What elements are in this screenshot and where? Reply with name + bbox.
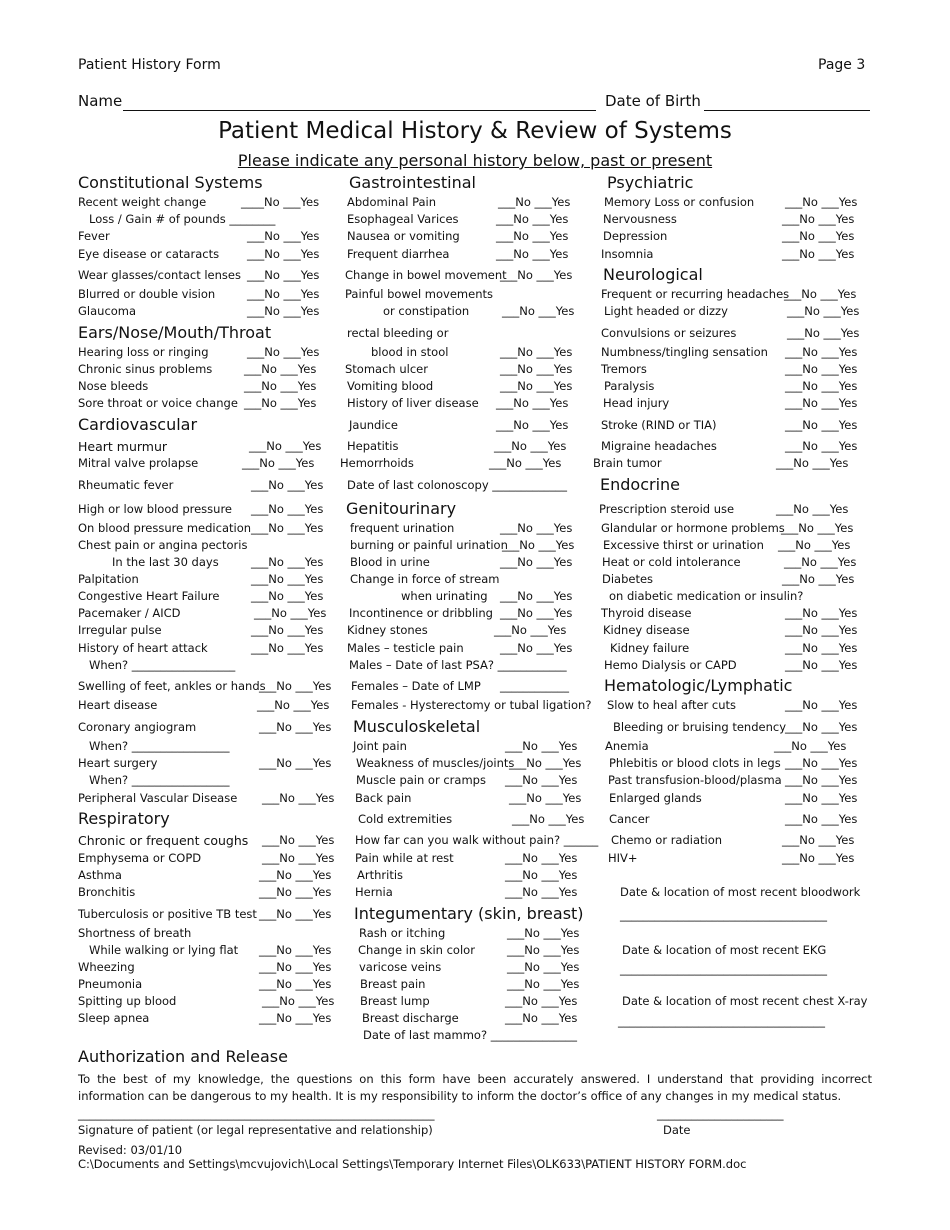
col3-item-label: Hemo Dialysis or CAPD bbox=[604, 658, 737, 672]
col2-item-label: when urinating bbox=[401, 589, 488, 603]
col1-item-label: Tuberculosis or positive TB test bbox=[78, 907, 257, 921]
col3-item-label: Prescription steroid use bbox=[599, 502, 735, 516]
col2-item-label: rectal bleeding or bbox=[347, 326, 449, 340]
col1-item-label: Sleep apnea bbox=[78, 1011, 150, 1025]
col1-item-label: Emphysema or COPD bbox=[78, 851, 202, 865]
col2-item-label: Blood in urine bbox=[350, 555, 430, 569]
col2-item-label: Kidney stones bbox=[347, 623, 428, 637]
col2-item-yes-no[interactable]: ___No ___Yes bbox=[502, 304, 575, 318]
col2-item-label: Incontinence or dribbling bbox=[349, 606, 493, 620]
col3-item-yes-no[interactable]: ___No ___Yes bbox=[778, 538, 851, 552]
col3-item-label: Excessive thirst or urination bbox=[603, 538, 764, 552]
signature-field[interactable]: ______________________________________________________________ bbox=[78, 1107, 435, 1121]
col1-item-yes-no[interactable]: ___No ___Yes bbox=[247, 247, 320, 261]
col1-item-label: Chronic or frequent coughs bbox=[78, 833, 249, 848]
col2-item-label: Vomiting blood bbox=[347, 379, 434, 393]
col1-item-yes-no[interactable]: ___No ___Yes bbox=[259, 868, 332, 882]
col2-item-yes-no[interactable]: ___No ___Yes bbox=[505, 868, 578, 882]
col2-item-yes-no[interactable]: ___No ___Yes bbox=[496, 212, 569, 226]
col2-item-label: Pain while at rest bbox=[355, 851, 454, 865]
col1-item-label: Fever bbox=[78, 229, 110, 243]
col3-item-yes-no[interactable]: ___No ___Yes bbox=[785, 362, 858, 376]
col1-item-label: Coronary angiogram bbox=[78, 720, 197, 734]
col1-item-yes-no[interactable]: ___No ___Yes bbox=[251, 478, 324, 492]
col1-item-label: Shortness of breath bbox=[78, 926, 192, 940]
col2-item-label: Weakness of muscles/joints bbox=[356, 756, 515, 770]
col3-item-yes-no[interactable]: ___No ___Yes bbox=[782, 212, 855, 226]
col1-item-yes-no[interactable]: ____No ___Yes bbox=[241, 195, 320, 209]
col2-item-label: Hepatitis bbox=[347, 439, 399, 453]
col3-item-yes-no[interactable]: ___No ___Yes bbox=[782, 229, 855, 243]
section-authorization: Authorization and Release bbox=[78, 1047, 288, 1066]
col1-item-yes-no[interactable]: ___No ___Yes bbox=[259, 679, 332, 693]
col1-item-label: Rheumatic fever bbox=[78, 478, 174, 492]
col3-item-yes-no[interactable]: ___No ___Yes bbox=[785, 658, 858, 672]
col3-item-label: Nervousness bbox=[603, 212, 677, 226]
col1-item-label: Wear glasses/contact lenses bbox=[78, 268, 241, 282]
col1-item-yes-no[interactable]: ___No ___Yes bbox=[247, 287, 320, 301]
col2-item-yes-no[interactable]: ___No ___Yes bbox=[507, 977, 580, 991]
col1-item-label: Heart murmur bbox=[78, 439, 168, 454]
col3-item-yes-no[interactable]: ___No ___Yes bbox=[785, 195, 858, 209]
col3-item-label: Heat or cold intolerance bbox=[602, 555, 741, 569]
col2-item-label: Jaundice bbox=[349, 418, 398, 432]
col1-item-label: Chronic sinus problems bbox=[78, 362, 213, 376]
col1-item-yes-no[interactable]: ___No ___Yes bbox=[259, 977, 332, 991]
col1-item-yes-no[interactable]: ___No ___Yes bbox=[259, 756, 332, 770]
col3-item-yes-no[interactable]: ___No ___Yes bbox=[784, 287, 857, 301]
col1-item-label: Wheezing bbox=[78, 960, 135, 974]
col3-item-yes-no[interactable]: ___No ___Yes bbox=[782, 833, 855, 847]
col1-item-yes-no[interactable]: ___No ___Yes bbox=[247, 345, 320, 359]
col3-item-yes-no[interactable]: ___No ___Yes bbox=[782, 247, 855, 261]
col3-item-label: Paralysis bbox=[604, 379, 655, 393]
col1-item-label: Loss / Gain # of pounds ________ bbox=[89, 212, 276, 226]
col1-item-yes-no[interactable]: ___No ___Yes bbox=[247, 229, 320, 243]
col1-item-label: When? _________________ bbox=[89, 773, 230, 787]
col2-item-label: Cold extremities bbox=[358, 812, 453, 826]
col1-item-yes-no[interactable]: ___No ___Yes bbox=[247, 304, 320, 318]
col1-item-yes-no[interactable]: ___No ___Yes bbox=[254, 606, 327, 620]
col3-item-yes-no[interactable]: ___No ___Yes bbox=[787, 326, 860, 340]
col3-item-yes-no[interactable]: ___No ___Yes bbox=[785, 418, 858, 432]
col1-item-yes-no[interactable]: ___No ___Yes bbox=[251, 521, 324, 535]
page-subtitle: Please indicate any personal history below, past or present bbox=[237, 151, 713, 170]
col3-item-yes-no[interactable]: ___No ___Yes bbox=[784, 555, 857, 569]
date-field[interactable]: ______________________ bbox=[657, 1107, 784, 1121]
col2-item-yes-no[interactable]: ___No ___Yes bbox=[496, 396, 569, 410]
col3-item-label: Slow to heal after cuts bbox=[607, 698, 737, 712]
col1-item-label: Congestive Heart Failure bbox=[78, 589, 220, 603]
col2-item-yes-no[interactable]: ___No ___Yes bbox=[500, 641, 573, 655]
col1-item-label: Pneumonia bbox=[78, 977, 143, 991]
col2-item-yes-no[interactable]: ___No ___Yes bbox=[500, 362, 573, 376]
col2-item-yes-no[interactable]: ___No ___Yes bbox=[498, 195, 571, 209]
col2-item-yes-no[interactable]: ___No ___Yes bbox=[496, 247, 569, 261]
col1-item-yes-no[interactable]: ___No ___Yes bbox=[259, 885, 332, 899]
col3-item-yes-no[interactable]: ___No ___Yes bbox=[785, 345, 858, 359]
col3-item-yes-no[interactable]: ___No ___Yes bbox=[785, 698, 858, 712]
col3-item-label: Numbness/tingling sensation bbox=[601, 345, 768, 359]
col2-item-label: Stomach ulcer bbox=[345, 362, 428, 376]
col3-item-label: Enlarged glands bbox=[609, 791, 702, 805]
col1-item-label: In the last 30 days bbox=[112, 555, 219, 569]
col3-item-yes-no[interactable]: ___No ___Yes bbox=[785, 773, 858, 787]
col3-item-yes-no[interactable]: ___No ___Yes bbox=[785, 396, 858, 410]
col2-item-label: or constipation bbox=[383, 304, 470, 318]
col2-item-yes-no[interactable]: ___No ___Yes bbox=[502, 538, 575, 552]
col3-item-label: Brain tumor bbox=[593, 456, 662, 470]
col2-item-label: Change in force of stream bbox=[350, 572, 500, 586]
col2-item-label: Arthritis bbox=[357, 868, 404, 882]
col1-item-label: Heart surgery bbox=[78, 756, 158, 770]
col2-item-label: Joint pain bbox=[353, 739, 407, 753]
col2-item-label: Esophageal Varices bbox=[347, 212, 459, 226]
col2-item-yes-no[interactable]: ___No ___Yes bbox=[500, 345, 573, 359]
col3-item-label: Memory Loss or confusion bbox=[604, 195, 755, 209]
col1-item-yes-no[interactable]: ___No ___Yes bbox=[259, 720, 332, 734]
section-ears-nose-mouth-throat: Ears/Nose/Mouth/Throat bbox=[78, 323, 272, 342]
col2-item-label: Muscle pain or cramps bbox=[356, 773, 486, 787]
col1-item-label: Irregular pulse bbox=[78, 623, 162, 637]
col3-item-yes-no[interactable]: ___No ___Yes bbox=[785, 756, 858, 770]
col2-item-label: Date of last mammo? _______________ bbox=[363, 1028, 577, 1042]
col1-item-yes-no[interactable]: ___No ___Yes bbox=[251, 502, 324, 516]
col2-item-label: blood in stool bbox=[371, 345, 449, 359]
col1-item-label: Recent weight change bbox=[78, 195, 207, 209]
col2-item-yes-no[interactable]: ___No ___Yes bbox=[505, 739, 578, 753]
col3-item-label: Migraine headaches bbox=[601, 439, 717, 453]
col1-item-yes-no[interactable]: ___No ___Yes bbox=[242, 456, 315, 470]
col1-item-label: High or low blood pressure bbox=[78, 502, 232, 516]
col3-item-yes-no[interactable]: ___No ___Yes bbox=[785, 623, 858, 637]
col3-item-label: Diabetes bbox=[602, 572, 654, 586]
col1-item-label: Pacemaker / AICD bbox=[78, 606, 181, 620]
col3-item-label: Chemo or radiation bbox=[611, 833, 723, 847]
col2-item-yes-no[interactable]: ___No ___Yes bbox=[500, 555, 573, 569]
col2-item-label: Hemorrhoids bbox=[340, 456, 414, 470]
signature-label: Signature of patient (or legal representative and relationship) bbox=[78, 1123, 433, 1137]
col2-item-yes-no[interactable]: ___No ___Yes bbox=[512, 812, 585, 826]
col2-item-label: Abdominal Pain bbox=[347, 195, 437, 209]
col2-item-label: frequent urination bbox=[350, 521, 455, 535]
col1-item-label: When? __________________ bbox=[89, 658, 236, 672]
col1-item-yes-no[interactable]: ___No ___Yes bbox=[244, 396, 317, 410]
col1-item-label: Mitral valve prolapse bbox=[78, 456, 199, 470]
col2-item-label: Females - Hysterectomy or tubal ligation? bbox=[351, 698, 592, 712]
col2-item-yes-no[interactable]: ___No ___Yes bbox=[494, 439, 567, 453]
section-musculoskeletal: Musculoskeletal bbox=[353, 717, 481, 736]
col2-item-yes-no[interactable]: ___No ___Yes bbox=[500, 268, 573, 282]
col2-item-yes-no[interactable]: ___No ___Yes bbox=[509, 791, 582, 805]
col1-item-yes-no[interactable]: ___No ___Yes bbox=[251, 572, 324, 586]
col3-item-yes-no[interactable]: ___No ___Yes bbox=[785, 439, 858, 453]
section-cardiovascular: Cardiovascular bbox=[78, 415, 198, 434]
section-hematologic-lymphatic: Hematologic/Lymphatic bbox=[604, 676, 793, 695]
col3-item-label: Insomnia bbox=[601, 247, 654, 261]
col1-item-label: Glaucoma bbox=[78, 304, 137, 318]
page-number: Page 3 bbox=[818, 57, 866, 73]
col1-item-label: Asthma bbox=[78, 868, 122, 882]
authorization-text: To the best of my knowledge, the questions on this form have been accurately answered. I understand that providing incorrect information can be dangerous to my health. It is my responsibility to inform the doctor’s office of any changes in my medical status. bbox=[78, 1072, 872, 1103]
col3-item-label: Cancer bbox=[609, 812, 650, 826]
col2-item-label: Rash or itching bbox=[359, 926, 446, 940]
col2-item-yes-no[interactable]: ___No ___Yes bbox=[496, 418, 569, 432]
col1-item-label: Sore throat or voice change bbox=[78, 396, 238, 410]
col3-item-yes-no[interactable]: ___No ___Yes bbox=[776, 456, 849, 470]
col2-item-label: Hernia bbox=[355, 885, 393, 899]
col1-item-yes-no[interactable]: ___No ___Yes bbox=[259, 943, 332, 957]
col1-item-yes-no[interactable]: ___No ___Yes bbox=[244, 362, 317, 376]
col2-item-yes-no[interactable]: ___No ___Yes bbox=[489, 456, 562, 470]
col2-item-label: History of liver disease bbox=[347, 396, 479, 410]
col3-item-label: Date & location of most recent bloodwork bbox=[620, 885, 861, 899]
col1-item-yes-no[interactable]: ___No ___Yes bbox=[262, 791, 335, 805]
col1-item-label: History of heart attack bbox=[78, 641, 208, 655]
col3-item-yes-no[interactable]: ___No ___Yes bbox=[787, 304, 860, 318]
col2-item-yes-no[interactable]: ___No ___Yes bbox=[505, 885, 578, 899]
page-title: Patient Medical History & Review of Systems bbox=[218, 118, 732, 144]
col2-item-yes-no[interactable]: ___No ___Yes bbox=[505, 994, 578, 1008]
col3-item-label: Date & location of most recent EKG bbox=[622, 943, 827, 957]
col3-item-yes-no[interactable]: ___No ___Yes bbox=[785, 641, 858, 655]
col3-item-yes-no[interactable]: ___No ___Yes bbox=[785, 379, 858, 393]
col1-item-yes-no[interactable]: ___No ___Yes bbox=[249, 439, 322, 453]
col3-item-yes-no[interactable]: ___No ___Yes bbox=[782, 572, 855, 586]
col1-item-yes-no[interactable]: ___No ___Yes bbox=[251, 589, 324, 603]
col2-item-label: Males – testicle pain bbox=[347, 641, 464, 655]
col1-item-yes-no[interactable]: ___No ___Yes bbox=[262, 994, 335, 1008]
col2-item-label: Nausea or vomiting bbox=[347, 229, 460, 243]
section-constitutional: Constitutional Systems bbox=[78, 173, 263, 192]
col2-item-label: Change in bowel movement bbox=[345, 268, 507, 282]
col1-item-label: Chest pain or angina pectoris bbox=[78, 538, 248, 552]
col2-item-label: Change in skin color bbox=[358, 943, 475, 957]
col3-item-yes-no[interactable]: ___No ___Yes bbox=[785, 720, 858, 734]
col3-item-label: Glandular or hormone problems bbox=[601, 521, 785, 535]
col3-item-label: HIV+ bbox=[608, 851, 638, 865]
col3-item-label: Past transfusion-blood/plasma bbox=[608, 773, 782, 787]
col2-item-label: Back pain bbox=[355, 791, 412, 805]
revised-date: Revised: 03/01/10 bbox=[78, 1143, 183, 1157]
col1-item-yes-no[interactable]: ___No ___Yes bbox=[251, 641, 324, 655]
col2-item-yes-no[interactable]: ___No ___Yes bbox=[505, 773, 578, 787]
section-neurological: Neurological bbox=[603, 265, 703, 284]
col1-item-label: Hearing loss or ringing bbox=[78, 345, 209, 359]
section-genitourinary: Genitourinary bbox=[346, 499, 457, 518]
col2-item-yes-no[interactable]: ___No ___Yes bbox=[505, 1011, 578, 1025]
col2-item-label: Painful bowel movements bbox=[345, 287, 493, 301]
section-gastrointestinal: Gastrointestinal bbox=[349, 173, 476, 192]
form-name: Patient History Form bbox=[78, 57, 221, 73]
col2-item-label: Breast lump bbox=[360, 994, 430, 1008]
name-label: Name bbox=[78, 92, 123, 110]
col3-item-label: Light headed or dizzy bbox=[604, 304, 728, 318]
col3-item-yes-no[interactable]: ___No ___Yes bbox=[785, 606, 858, 620]
col1-item-label: Nose bleeds bbox=[78, 379, 149, 393]
col2-item-yes-no[interactable]: ___No ___Yes bbox=[500, 606, 573, 620]
chest-xray-field[interactable]: ____________________________________ bbox=[618, 1014, 825, 1028]
col2-item-yes-no[interactable]: ___No ___Yes bbox=[500, 521, 573, 535]
date-label: Date bbox=[663, 1123, 691, 1137]
col3-item-yes-no[interactable]: ___No ___Yes bbox=[782, 851, 855, 865]
col3-item-label: Kidney failure bbox=[610, 641, 690, 655]
col1-item-yes-no[interactable]: ___No ___Yes bbox=[262, 833, 335, 847]
col1-item-yes-no[interactable]: ___No ___Yes bbox=[251, 555, 324, 569]
col1-item-label: While walking or lying flat bbox=[89, 943, 239, 957]
col3-item-yes-no[interactable]: ___No ___Yes bbox=[781, 521, 854, 535]
col2-item-label: How far can you walk without pain? ______ bbox=[355, 833, 599, 847]
col1-item-yes-no[interactable]: ___No ___Yes bbox=[259, 1011, 332, 1025]
col3-item-label: Convulsions or seizures bbox=[601, 326, 737, 340]
col3-item-yes-no[interactable]: ___No ___Yes bbox=[774, 739, 847, 753]
col2-item-yes-no[interactable]: ___No ___Yes bbox=[507, 943, 580, 957]
ekg-field[interactable]: ____________________________________ bbox=[620, 962, 827, 976]
col2-item-label: Females – Date of LMP bbox=[351, 679, 481, 693]
col2-item-yes-no[interactable]: ___No ___Yes bbox=[496, 229, 569, 243]
col1-item-yes-no[interactable]: ___No ___Yes bbox=[259, 960, 332, 974]
name-field[interactable] bbox=[123, 110, 596, 111]
col1-item-label: Swelling of feet, ankles or hands bbox=[78, 679, 266, 693]
col2-item-label: Date of last colonoscopy _____________ bbox=[347, 478, 568, 492]
col3-item-label: on diabetic medication or insulin? bbox=[609, 589, 804, 603]
col3-item-label: Head injury bbox=[603, 396, 670, 410]
col3-item-yes-no[interactable]: ___No ___Yes bbox=[785, 791, 858, 805]
file-path: C:\Documents and Settings\mcvujovich\Local Settings\Temporary Internet Files\OLK633\PATIENT HISTORY FORM.doc bbox=[78, 1157, 747, 1171]
col1-item-label: Spitting up blood bbox=[78, 994, 177, 1008]
section-psychiatric: Psychiatric bbox=[607, 173, 694, 192]
col3-item-label: Phlebitis or blood clots in legs bbox=[609, 756, 781, 770]
col1-item-label: Peripheral Vascular Disease bbox=[78, 791, 238, 805]
col3-item-label: Kidney disease bbox=[603, 623, 690, 637]
col2-item-yes-no[interactable]: ___No ___Yes bbox=[505, 851, 578, 865]
col2-item-label: burning or painful urination bbox=[350, 538, 508, 552]
dob-label: Date of Birth bbox=[605, 92, 701, 110]
col1-item-yes-no[interactable]: ___No ___Yes bbox=[259, 907, 332, 921]
col1-item-yes-no[interactable]: ___No ___Yes bbox=[247, 268, 320, 282]
col2-item-yes-no[interactable]: ___No ___Yes bbox=[509, 756, 582, 770]
col2-item-label: Frequent diarrhea bbox=[347, 247, 450, 261]
section-integumentary: Integumentary (skin, breast) bbox=[354, 904, 584, 923]
col2-item-label: Breast pain bbox=[360, 977, 426, 991]
col3-item-label: Stroke (RIND or TIA) bbox=[601, 418, 717, 432]
section-endocrine: Endocrine bbox=[600, 475, 680, 494]
col1-item-yes-no[interactable]: ___No ___Yes bbox=[251, 623, 324, 637]
col1-item-label: Eye disease or cataracts bbox=[78, 247, 220, 261]
col1-item-yes-no[interactable]: ___No ___Yes bbox=[244, 379, 317, 393]
col3-item-label: Frequent or recurring headaches bbox=[601, 287, 790, 301]
section-respiratory: Respiratory bbox=[78, 809, 170, 828]
col3-item-label: Date & location of most recent chest X-ray bbox=[622, 994, 868, 1008]
col2-item-yes-no[interactable]: ___No ___Yes bbox=[500, 589, 573, 603]
col1-item-label: Bronchitis bbox=[78, 885, 136, 899]
col2-item-yes-no[interactable]: ___No ___Yes bbox=[494, 623, 567, 637]
col1-item-label: Heart disease bbox=[78, 698, 158, 712]
col1-item-yes-no[interactable]: ___No ___Yes bbox=[262, 851, 335, 865]
col2-item-yes-no[interactable]: ___No ___Yes bbox=[507, 926, 580, 940]
col3-item-label: Thyroid disease bbox=[601, 606, 692, 620]
col1-item-yes-no[interactable]: ___No ___Yes bbox=[257, 698, 330, 712]
col2-item-yes-no[interactable]: ___No ___Yes bbox=[500, 379, 573, 393]
col3-item-label: Anemia bbox=[605, 739, 649, 753]
col1-item-label: On blood pressure medication bbox=[78, 521, 252, 535]
bloodwork-field[interactable]: ____________________________________ bbox=[620, 908, 827, 922]
col2-item-yes-no[interactable]: ____________ bbox=[500, 679, 569, 693]
col3-item-label: Depression bbox=[603, 229, 668, 243]
col2-item-label: Males – Date of last PSA? ____________ bbox=[349, 658, 567, 672]
col2-item-label: Breast discharge bbox=[362, 1011, 459, 1025]
col1-item-label: When? _________________ bbox=[89, 739, 230, 753]
dob-field[interactable] bbox=[704, 110, 870, 111]
col3-item-yes-no[interactable]: ___No ___Yes bbox=[776, 502, 849, 516]
col1-item-label: Blurred or double vision bbox=[78, 287, 216, 301]
col2-item-yes-no[interactable]: ___No ___Yes bbox=[507, 960, 580, 974]
col3-item-label: Bleeding or bruising tendency bbox=[613, 720, 786, 734]
col3-item-label: Tremors bbox=[601, 362, 647, 376]
col3-item-yes-no[interactable]: ___No ___Yes bbox=[785, 812, 858, 826]
col1-item-label: Palpitation bbox=[78, 572, 139, 586]
col2-item-label: varicose veins bbox=[359, 960, 442, 974]
